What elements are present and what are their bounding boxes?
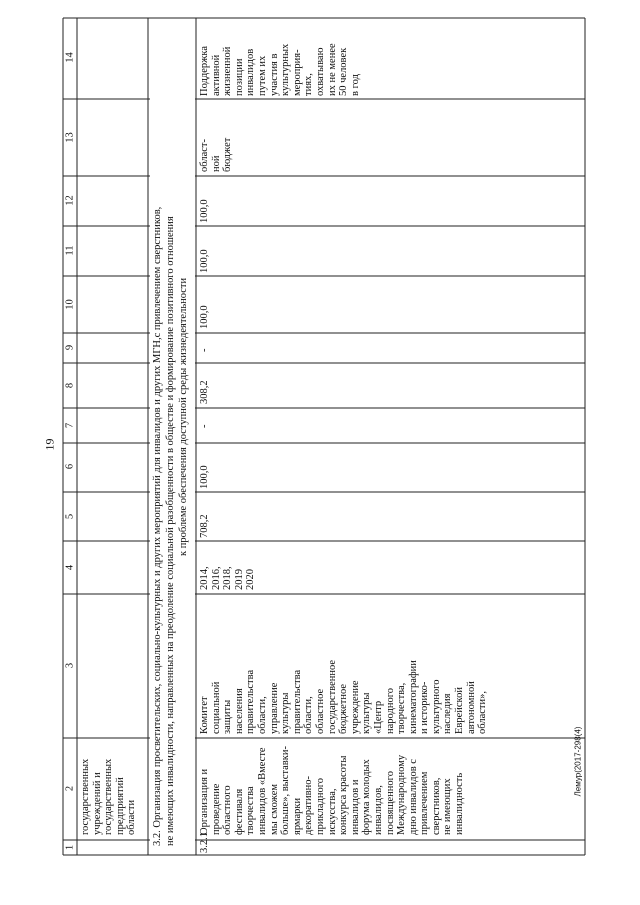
page-number: 19 xyxy=(42,438,57,451)
col-header-3: 3 xyxy=(64,662,76,669)
document-code: Лемур(2017-298(4) xyxy=(573,726,583,797)
col-header-9: 9 xyxy=(64,344,76,351)
row-col12: 100,0 xyxy=(199,199,210,223)
col-header-14: 14 xyxy=(64,52,76,63)
row-col6: 100,0 xyxy=(199,465,210,489)
col-header-4: 4 xyxy=(64,564,76,571)
row-source-cell: област- ной бюджет xyxy=(199,137,234,172)
col-header-7: 7 xyxy=(64,422,76,429)
col-header-5: 5 xyxy=(64,513,76,520)
col-header-6: 6 xyxy=(64,463,76,470)
row-col10: 100,0 xyxy=(199,305,210,329)
row-col7: - xyxy=(199,424,210,428)
col-header-13: 13 xyxy=(64,132,76,143)
row-years-cell: 2014, 2016, 2018, 2019 2020 xyxy=(199,566,257,590)
col-header-8: 8 xyxy=(64,382,76,389)
row-name-cell: Организация и проведение областного фестиваля творчества инвалидов «Вместе мы сможем больше», выставки- ярмарки декоративно- прикладного искусства, конкурса красоты инвалидов и форума молодых инвалидов, посвященного Международному дню инвалидов с привлечением сверстников, не имеющих инвалидность xyxy=(199,746,466,835)
row-result-cell: Поддержка активной жизненной позиции инвалидов путем их участия в культурных мероприя- тиях, охватываю их не менее 50 человек в год xyxy=(199,43,361,96)
section-title: 3.2. Организация просветительских, социально-культурных и других мероприятий для инвалидов и других МГН,с привлечением сверстников, не имеющих инвалидности, направленных на преодоление социальной разобщенности в обществе и формирование позитивного отношения к проблеме обеспечения доступной среды жизнедеятельности xyxy=(152,206,189,846)
col-header-12: 12 xyxy=(64,195,76,206)
row-number: 3.2.1 xyxy=(199,832,210,853)
col-header-10: 10 xyxy=(64,299,76,310)
prev-row-cell: государственных учреждений и государственных предприятий области xyxy=(80,758,138,835)
row-col5: 708,2 xyxy=(199,514,210,538)
col-header-2: 2 xyxy=(64,785,76,792)
row-col8: 308,2 xyxy=(199,380,210,404)
row-col9: - xyxy=(199,348,210,352)
col-header-11: 11 xyxy=(64,245,76,256)
col-header-1: 1 xyxy=(64,844,76,851)
row-col11: 100,0 xyxy=(199,249,210,273)
row-executor-cell: Комитет социальной защиты населения правительства области, управление культуры правительства области, областное государственное бюджетное учреждение культуры «Центр народного творчества, кинематографии и историко- культурного наследия Еврейской автономной области», xyxy=(199,659,489,734)
